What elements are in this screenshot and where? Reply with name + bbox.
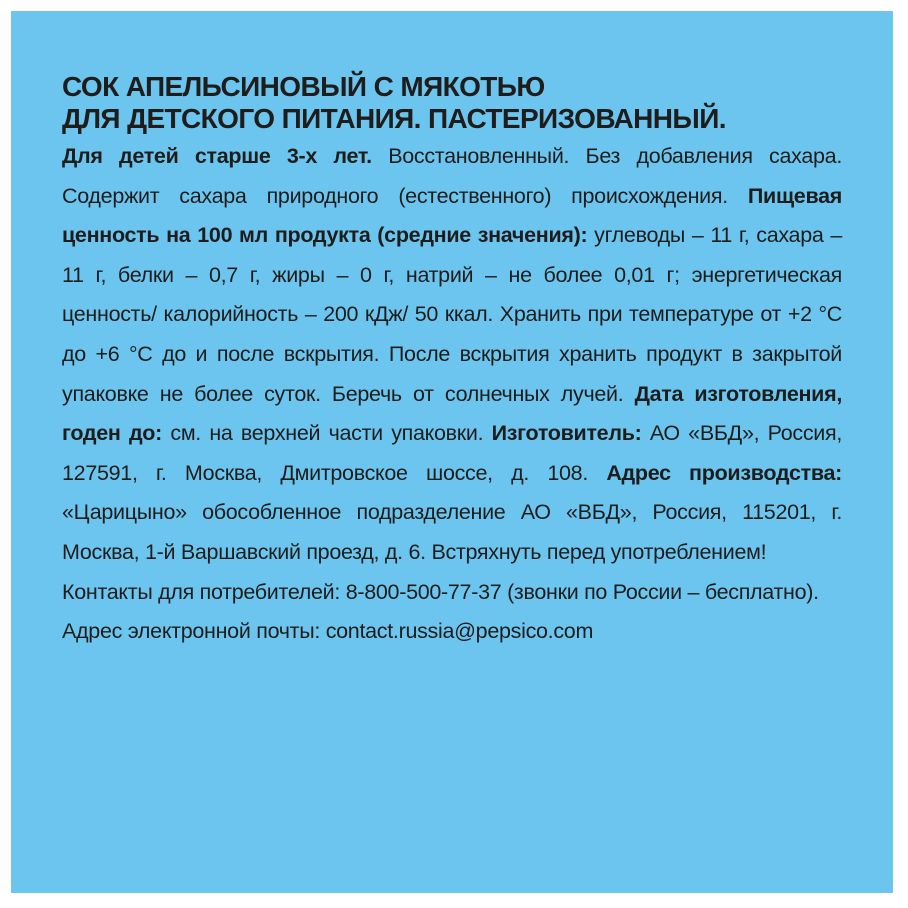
manufacturer-text: АО «ВБД», Россия, 127591, г. Москва, Дмитровское шоссе, д. 108.: [62, 421, 842, 485]
label-body-text: [62, 137, 842, 573]
consumer-phone-line: Контакты для потребителей: 8-800-500-77-37 (звонки по России – бесплатно).: [62, 579, 819, 604]
manufacturer-heading: Изготовитель:: [491, 421, 642, 446]
production-address-heading: Адрес производства:: [606, 460, 842, 485]
dates-text: см. на верхней части упаковки.: [162, 421, 492, 446]
dates-heading: Дата изготовления, годен до:: [62, 381, 843, 446]
label-content: [62, 71, 842, 652]
product-title-line-1: СОК АПЕЛЬСИНОВЫЙ С МЯКОТЬЮ: [62, 71, 545, 102]
age-note: Для детей старше 3-х лет.: [62, 144, 372, 168]
product-title: [62, 71, 842, 135]
product-title-line-2: ДЛЯ ДЕТСКОГО ПИТАНИЯ. ПАСТЕРИЗОВАННЫЙ.: [62, 103, 726, 134]
contacts-block: [62, 573, 842, 652]
composition-text: Восстановленный. Без добавления сахара. Содержит сахара природного (естественного) происхождения.: [62, 144, 842, 208]
nutrition-heading: Пищевая ценность на 100 мл продукта (средние значения):: [62, 183, 842, 248]
label-panel: [11, 11, 893, 893]
consumer-email-line: Адрес электронной почты: contact.russia@pepsico.com: [62, 619, 594, 644]
nutrition-and-storage-text: углеводы – 11 г, сахара – 11 г, белки – 0,7 г, жиры – 0 г, натрий – не более 0,01 г; энергетическая ценность/ калорийность – 200 кДж/ 50 ккал. Хранить при температуре от +2 °С до +6 °С до и после вскрытия. После вскрытия хранить продукт в закрытой упаковке не более суток. Беречь от солнечных лучей.: [62, 223, 842, 406]
production-address-text: «Царицыно» обособленное подразделение АО «ВБД», Россия, 115201, г. Москва, 1-й Варшавский проезд, д. 6. Встряхнуть перед употреблением!: [62, 500, 842, 564]
